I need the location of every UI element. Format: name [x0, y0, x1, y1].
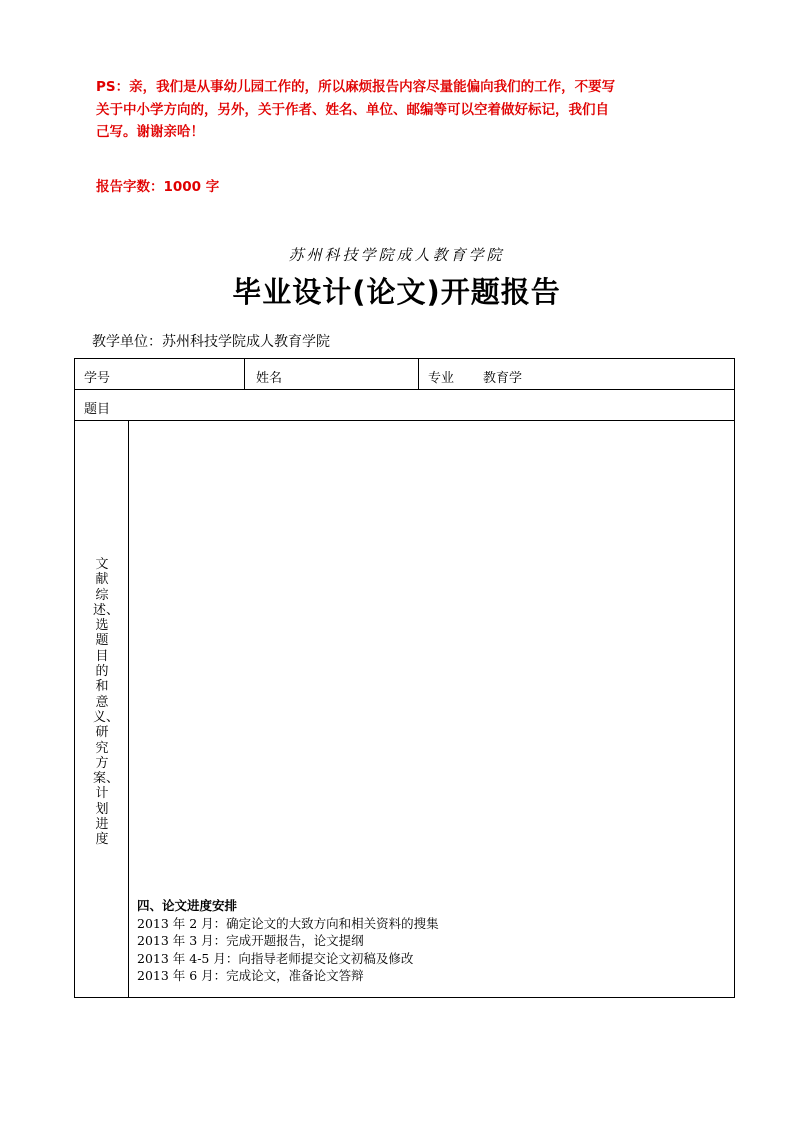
note-line-3: 己写。谢谢亲哈！: [96, 124, 204, 140]
note-line-1: PS：亲，我们是从事幼儿园工作的，所以麻烦报告内容尽量能偏向我们的工作，不要写: [96, 79, 616, 95]
page-title: 毕业设计(论文)开题报告: [232, 275, 561, 309]
column-divider: [128, 420, 129, 998]
major-label: 专业: [428, 371, 455, 386]
report-form: [74, 358, 735, 998]
instruction-note: [96, 76, 716, 144]
topic-label: 题目: [84, 402, 111, 417]
schedule-heading: 四、论文进度安排: [137, 898, 238, 913]
teaching-unit: 教学单位：苏州科技学院成人教育学院: [92, 334, 330, 350]
name-label: 姓名: [256, 371, 283, 386]
row-divider: [75, 420, 734, 421]
row-divider: [75, 389, 734, 390]
column-divider: [244, 359, 245, 389]
column-divider: [418, 359, 419, 389]
schedule-item: 2013 年 4-5 月：向指导老师提交论文初稿及修改: [137, 950, 414, 966]
schedule-item: 2013 年 6 月：完成论文，准备论文答辩: [137, 968, 364, 983]
side-label: 文献综述、选题目的和意义、研究方案、计划进度: [93, 557, 120, 848]
student-id-label: 学号: [84, 371, 111, 386]
schedule-item: 2013 年 3 月：完成开题报告，论文提纲: [137, 933, 364, 948]
schedule-item: 2013 年 2 月：确定论文的大致方向和相关资料的搜集: [137, 915, 439, 931]
major-value: 教育学: [483, 371, 523, 386]
word-count-note: 报告字数：1000 字: [96, 179, 220, 195]
school-name: 苏州科技学院成人教育学院: [288, 246, 505, 264]
schedule-section: [137, 897, 439, 985]
note-line-2: 关于中小学方向的，另外，关于作者、姓名、单位、邮编等可以空着做好标记，我们自: [96, 101, 609, 118]
